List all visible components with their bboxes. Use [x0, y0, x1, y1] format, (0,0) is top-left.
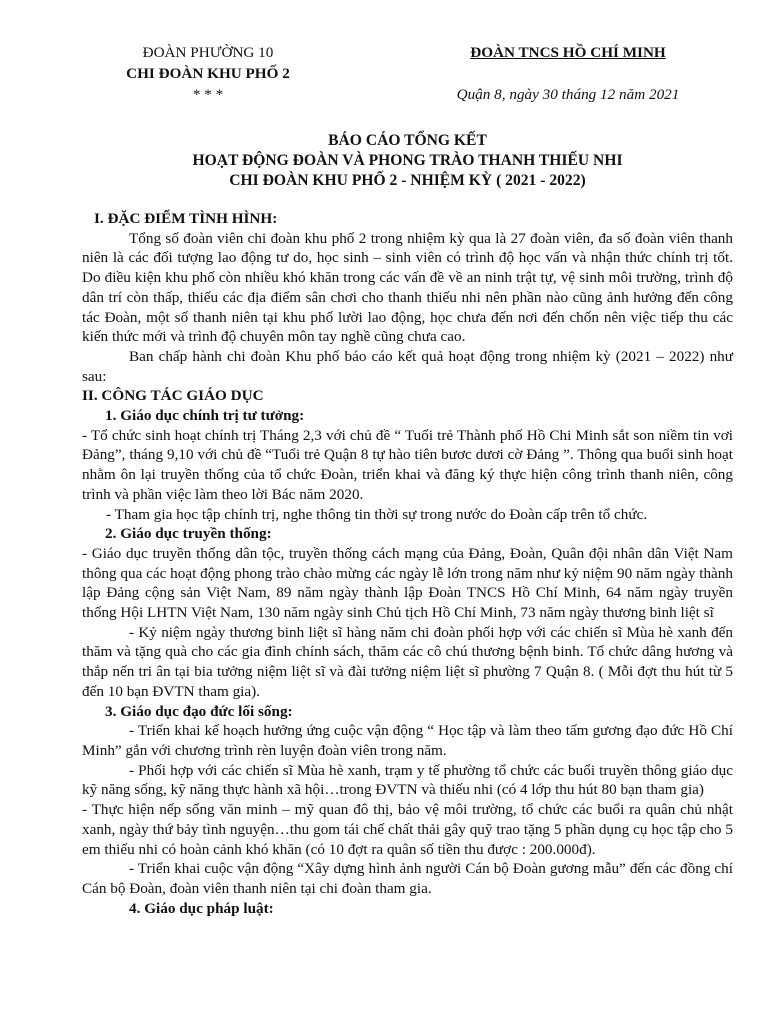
subsection-4-title: 4. Giáo dục pháp luật: — [129, 899, 274, 917]
subsection-1-title: 1. Giáo dục chính trị tư tưởng: — [105, 407, 305, 425]
document-date-place: Quận 8, ngày 30 tháng 12 năm 2021 — [456, 86, 680, 103]
document-title — [82, 131, 733, 191]
issuer-ward: ĐOÀN PHƯỜNG 10 — [142, 44, 274, 61]
subsection-2-paragraph-1: - Giáo dục truyền thống dân tộc, truyền thống cách mạng của Đảng, Đoàn, Quân đội nhân dân Việt Nam thông qua các hoạt động phong trào chào mừng các ngày lễ lớn trong năm như kỷ niệm 90 năm ngày thành lập Đảng cộng sản Việt Nam, 89 năm ngày thành lập Đoàn TNCS Hồ Chí Minh, 64 năm ngày truyền thống Hội LHTN Việt Nam, 130 năm ngày sinh Chủ tịch Hồ Chí Minh, 73 năm ngày thương binh liệt sĩ — [82, 544, 733, 622]
issuer-header — [48, 42, 368, 105]
issuer-branch: CHI ĐOÀN KHU PHỐ 2 — [126, 65, 290, 82]
subsection-3-title: 3. Giáo dục đạo đức lối sống: — [105, 702, 293, 720]
subsection-3-paragraph-1: - Triển khai kế hoạch hưởng ứng cuộc vận động “ Học tập và làm theo tấm gương đạo đức Hồ Chí Minh” gắn với chương trình rèn luyện đoàn viên trong năm. — [82, 722, 733, 759]
header-spacer — [418, 63, 718, 84]
header-separator-stars: * * * — [192, 86, 224, 103]
section-1-paragraph-2: Ban chấp hành chi đoàn Khu phố báo cáo kết quả hoạt động trong nhiệm kỳ (2021 – 2022) như sau: — [82, 347, 733, 385]
subsection-2-title: 2. Giáo dục truyền thống: — [105, 525, 272, 543]
section-1-paragraph-1: Tổng số đoàn viên chi đoàn khu phố 2 trong nhiệm kỳ qua là 27 đoàn viên, đa số đoàn viên thanh niên là các đối tượng lao động tư do, học sinh – sinh viên có trình độ học vấn và nhận thức chính trị tốt. Do điều kiện khu phố còn nhiều khó khăn trong các vấn đề về an ninh trật tự, vệ sinh môi trường, trình độ dân trí còn thấp, thiếu các địa điểm sân chơi cho thanh thiếu nhi nên phần nào cũng ảnh hưởng đến công tác Đoàn, một số thanh niên tại khu phố lười lao động, học chưa đến nơi đến chốn nên việc tiếp thu các kiến thức mới và trình độ chuyên môn tay nghề cũng chưa cao. — [82, 229, 733, 346]
subsection-1-paragraph-2: - Tham gia học tập chính trị, nghe thông tin thời sự trong nước do Đoàn cấp trên tổ chức. — [106, 505, 648, 523]
document-body — [82, 209, 733, 918]
organization-header — [418, 42, 718, 105]
subsection-3-paragraph-2: - Phối hợp với các chiến sĩ Mùa hè xanh, trạm y tế phường tổ chức các buổi truyền thông giáo dục kỹ năng sống, kỹ năng thực hành xã hội…trong ĐVTN và thiếu nhi (có 4 lớp thu hút 80 bạn tham gia) — [82, 761, 733, 799]
title-line-2: HOẠT ĐỘNG ĐOÀN VÀ PHONG TRÀO THANH THIẾU NHI — [192, 152, 623, 169]
organization-name: ĐOÀN TNCS HỒ CHÍ MINH — [470, 44, 666, 61]
subsection-3-paragraph-3: - Thực hiện nếp sống văn minh – mỹ quan đô thị, bảo vệ môi trường, tổ chức các buổi ra quân chủ nhật xanh, ngày thứ bảy tình nguyện…thu gom tái chế chất thải gây quỹ trao tặng 5 phần dụng cụ học tập cho 5 em thiếu nhi có hoàn cảnh khó khăn (có 10 đợt ra quân số tiền thu được : 200.000đ). — [82, 801, 733, 858]
subsection-3-paragraph-4: - Triển khai cuộc vận động “Xây dựng hình ảnh người Cán bộ Đoàn gương mẫu” đến các đồng chí Cán bộ Đoàn, đoàn viên thanh niên tại chi đoàn tham gia. — [82, 860, 733, 897]
subsection-2-paragraph-2: - Kỷ niệm ngày thương binh liệt sĩ hàng năm chi đoàn phối hợp với các chiến sĩ Mùa hè xanh đến thăm và tặng quà cho các gia đình chính sách, thăm các cô chú thương bệnh binh. Tổ chức dâng hương và thắp nến tri ân tại bia tưởng niệm liệt sĩ và đài tưởng niệm liệt sĩ phường 7 Quận 8. ( Mỗi đợt thu hút từ 5 đến 10 bạn ĐVTN tham gia). — [82, 623, 733, 700]
subsection-1-paragraph-1: - Tổ chức sinh hoạt chính trị Tháng 2,3 với chủ đề “ Tuổi trẻ Thành phố Hồ Chi Minh sắt son niềm tin vơi Đảng”, tháng 9,10 với chủ đề “Tuổi trẻ Quận 8 tự hào tiên bươc dươi cờ Đảng ”. Thông qua buổi sinh hoạt nhằm ôn lại truyền thống của tổ chức Đoàn, triển khai và đăng ký thực hiện công trình thanh niên, công trình và phần việc làm theo lời Bác năm 2020. — [82, 426, 733, 503]
title-line-3: CHI ĐOÀN KHU PHỐ 2 - NHIỆM KỲ ( 2021 - 2022) — [229, 172, 586, 189]
section-2-heading: II. CÔNG TÁC GIÁO DỤC — [82, 387, 264, 405]
title-line-1: BÁO CÁO TỔNG KẾT — [328, 132, 487, 149]
section-1-heading: I. ĐẶC ĐIỂM TÌNH HÌNH: — [94, 210, 278, 227]
